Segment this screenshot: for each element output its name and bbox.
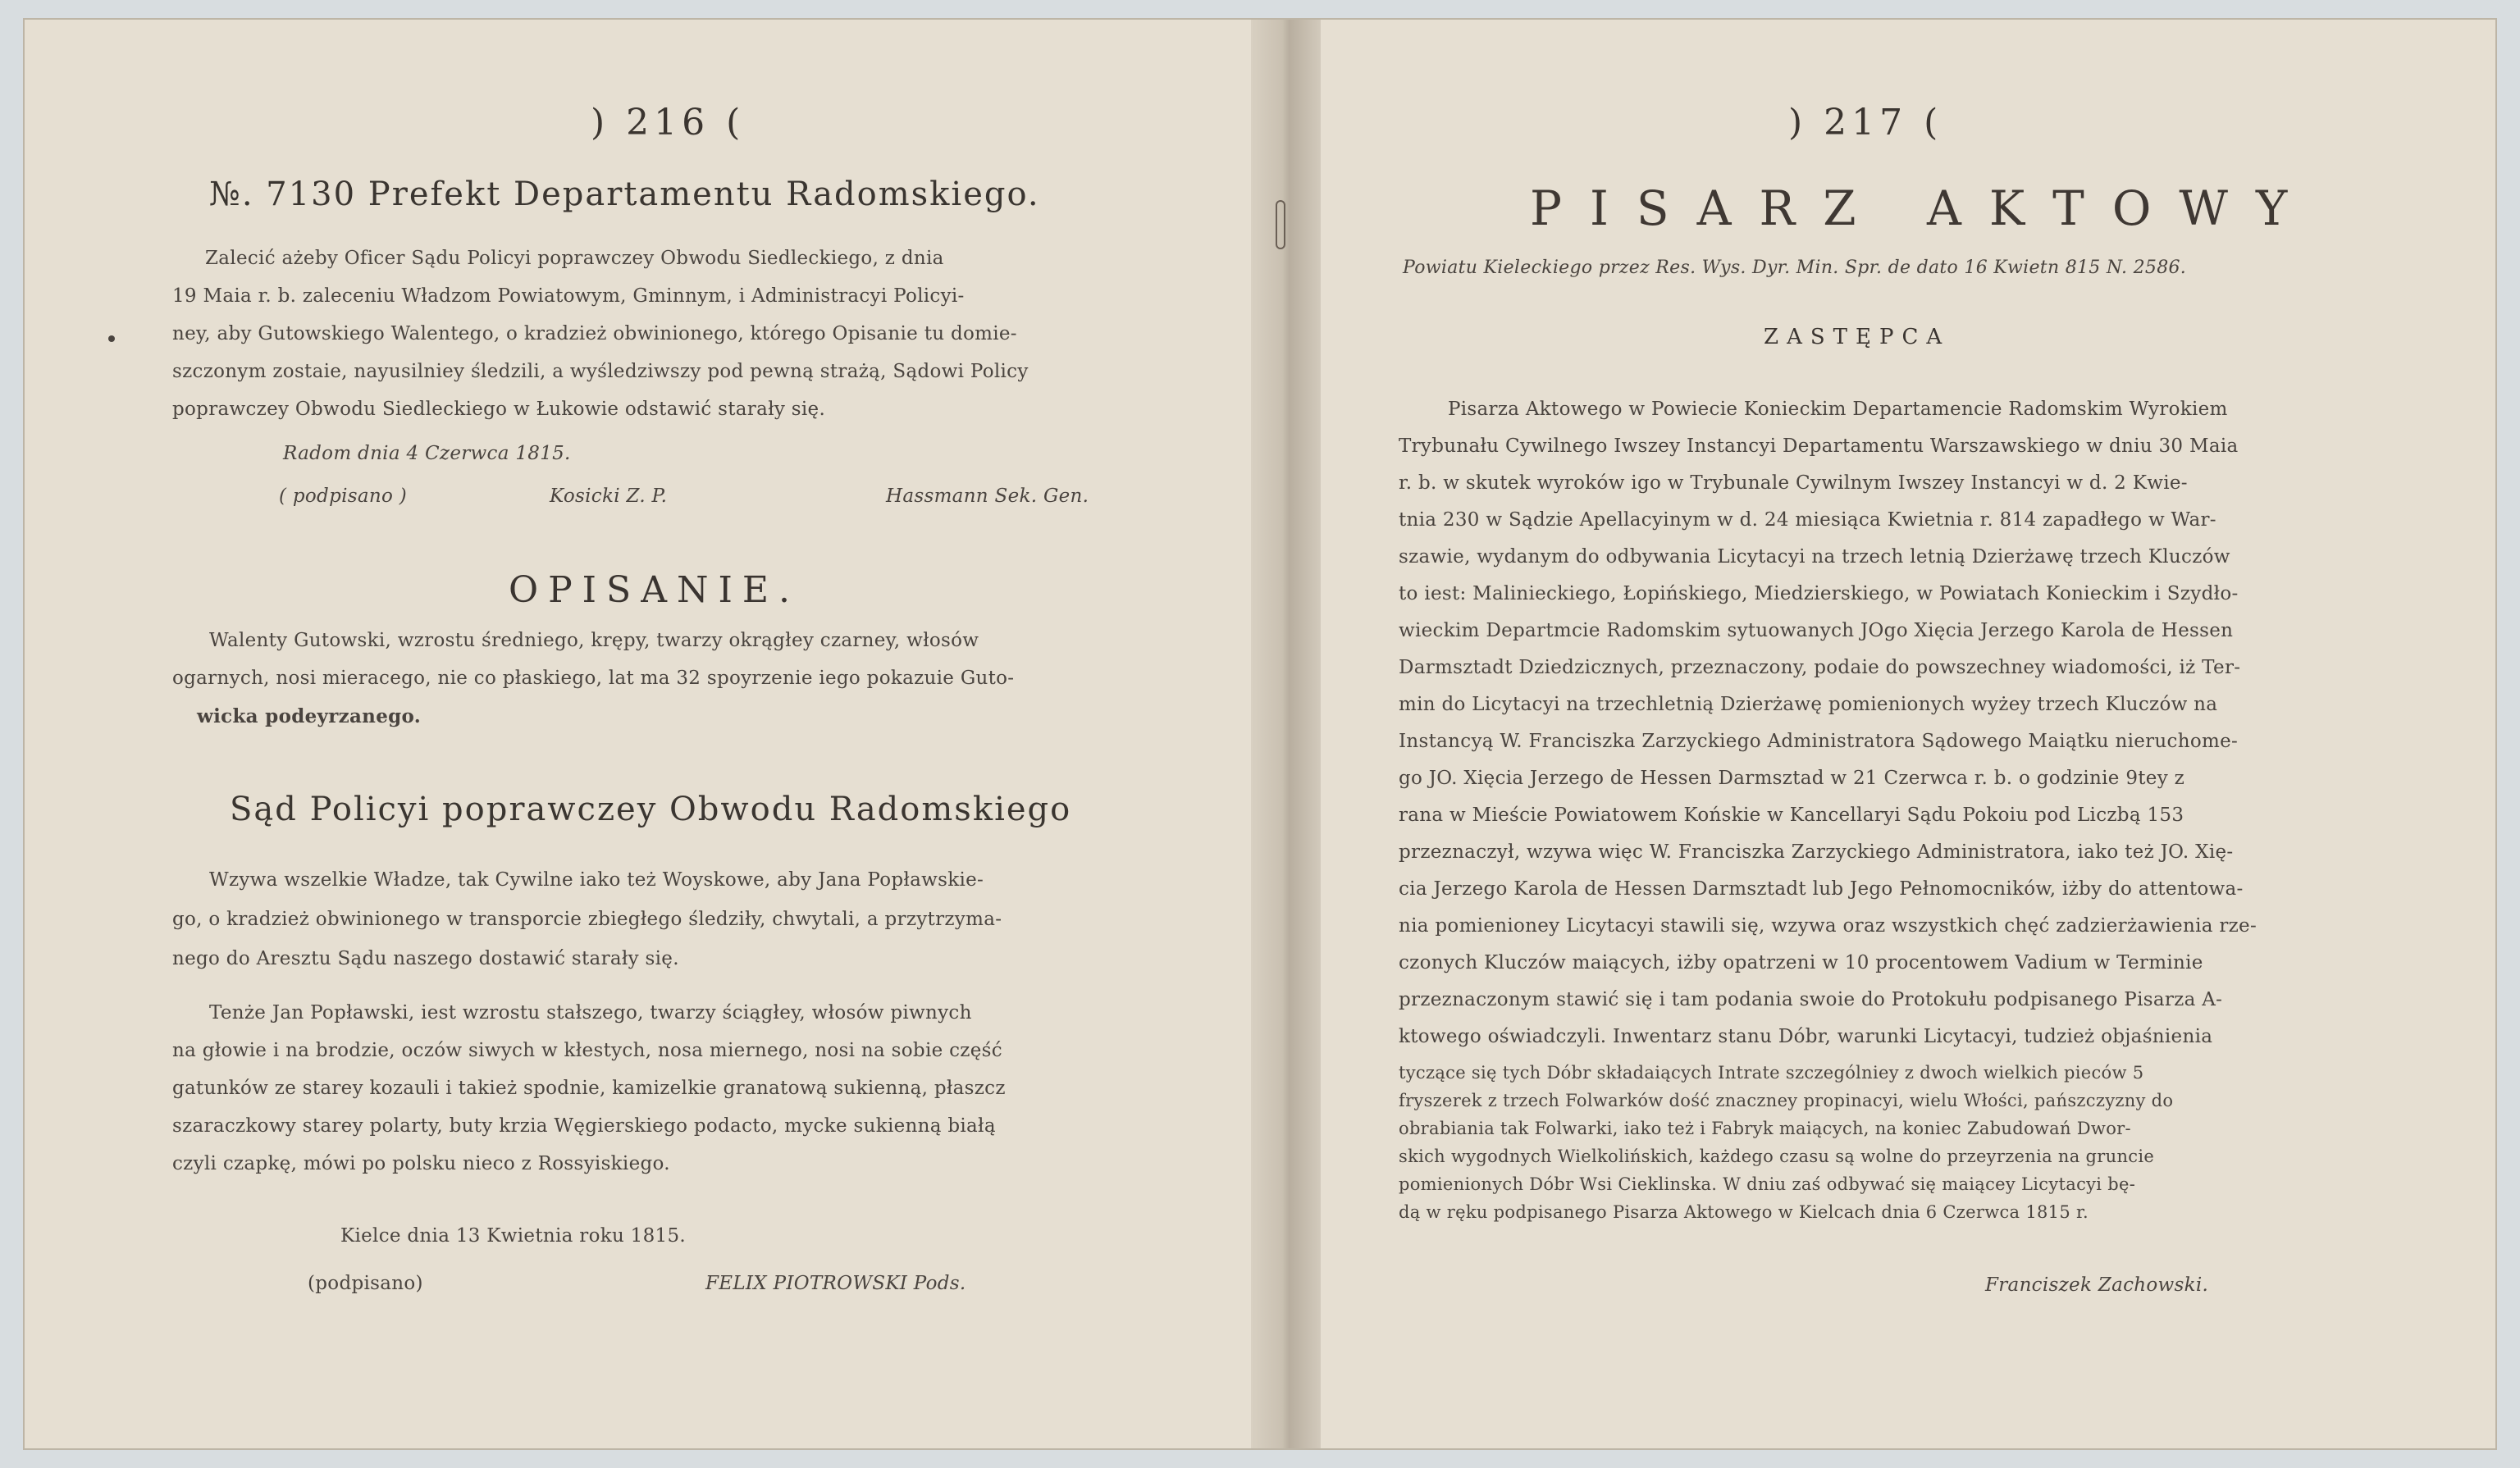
prefect-header: №. 7130 Prefekt Departamentu Radomskiego.: [209, 176, 1040, 213]
opisanie-title: OPISANIE.: [509, 569, 800, 611]
body-line: fryszerek z trzech Folwarków dość znaczney propinacyi, wielu Włości, pańszczyzny do: [1399, 1091, 2174, 1110]
signer-piotrowski: FELIX PIOTROWSKI Pods.: [705, 1273, 966, 1294]
body-line: Instancyą W. Franciszka Zarzyckiego Administratora Sądowego Maiątku nieruchome-: [1399, 731, 2239, 752]
body-line: Pisarza Aktowego w Powiecie Konieckim Departamencie Radomskim Wyrokiem: [1448, 399, 2228, 420]
body-line: pomienionych Dóbr Wsi Cieklinska. W dniu zaś odbywać się maiącey Licytacyi bę-: [1399, 1174, 2136, 1194]
book-gutter: [1251, 20, 1321, 1448]
body-line: Trybunału Cywilnego Iwszey Instancyi Departamentu Warszawskiego w dniu 30 Maia: [1399, 435, 2239, 457]
body-line: wieckim Departmcie Radomskim sytuowanych JOgo Xięcia Jerzego Karola de Hessen: [1399, 620, 2234, 641]
body-line: Darmsztadt Dziedzicznych, przeznaczony, podaie do powszechney wiadomości, iż Ter-: [1399, 657, 2241, 678]
body-line: ktowego oświadczyli. Inwentarz stanu Dóbr, warunki Licytacyi, tudzież objaśnienia: [1399, 1026, 2213, 1047]
left-page: [25, 20, 1251, 1448]
desc-line: Tenże Jan Popławski, iest wzrostu stałszego, twarzy ściągłey, włosów piwnych: [209, 1002, 972, 1023]
signer-kosicki: Kosicki Z. P.: [550, 486, 668, 507]
date-line: Radom dnia 4 Czerwca 1815.: [283, 443, 571, 464]
page-number-right: ) 217 (: [1788, 102, 1943, 144]
opisanie-line: ogarnych, nosi mieracego, nie co płaskiego, lat ma 32 spoyrzenie iego pokazuie Guto-: [172, 668, 1015, 689]
court-title: Sąd Policyi poprawczey Obwodu Radomskiego: [230, 791, 1072, 828]
signer-hassmann: Hassmann Sek. Gen.: [886, 486, 1089, 507]
notice-line: Zalecić ażeby Oficer Sądu Policyi poprawczey Obwodu Siedleckiego, z dnia: [205, 248, 944, 269]
desc-line: gatunków ze starey kozauli i takież spodnie, kamizelkie granatową sukienną, płaszcz: [172, 1078, 1006, 1099]
body-line: czonych Kluczów maiących, iżby opatrzeni w 10 procentowem Vadium w Terminie: [1399, 952, 2203, 973]
body-line: r. b. w skutek wyroków igo w Trybunale Cywilnym Iwszey Instancyi w d. 2 Kwie-: [1399, 472, 2188, 494]
body-line: cia Jerzego Karola de Hessen Darmsztadt lub Jego Pełnomocników, iżby do attentowa-: [1399, 878, 2244, 900]
signature: Franciszek Zachowski.: [1985, 1274, 2209, 1296]
court-line: go, o kradzież obwinionego w transporcie zbiegłego śledziły, chwytali, a przytrzyma-: [172, 909, 1002, 930]
body-line: tnia 230 w Sądzie Apellacyinym w d. 24 miesiąca Kwietnia r. 814 zapadłego w War-: [1399, 509, 2216, 531]
court-line: nego do Aresztu Sądu naszego dostawić starały się.: [172, 948, 679, 969]
notice-line: poprawczey Obwodu Siedleckiego w Łukowie odstawić starały się.: [172, 399, 826, 420]
right-page: [1321, 20, 2495, 1448]
binding-clip: [1276, 200, 1285, 249]
book-spread: [23, 18, 2497, 1450]
notice-line: 19 Maia r. b. zaleceniu Władzom Powiatowym, Gminnym, i Administracyi Policyi-: [172, 285, 965, 307]
desc-line: czyli czapkę, mówi po polsku nieco z Rossyiskiego.: [172, 1153, 670, 1174]
signed-label: ( podpisano ): [279, 486, 408, 507]
body-line: to iest: Malinieckiego, Łopińskiego, Miedzierskiego, w Powiatach Konieckim i Szydło-: [1399, 583, 2239, 604]
desc-line: na głowie i na brodzie, oczów siwych w kłestych, nosa miernego, nosi na sobie część: [172, 1040, 1002, 1061]
opisanie-line: Walenty Gutowski, wzrostu średniego, krępy, twarzy okrągłey czarney, włosów: [209, 630, 979, 651]
signed-label-2: (podpisano): [308, 1273, 423, 1294]
body-line: przeznaczonym stawić się i tam podania swoie do Protokułu podpisanego Pisarza A-: [1399, 989, 2223, 1010]
court-line: Wzywa wszelkie Władze, tak Cywilne iako też Woyskowe, aby Jana Popławskie-: [209, 869, 984, 891]
body-line: min do Licytacyi na trzechletnią Dzierżawę pomienionych wyżey trzech Kluczów na: [1399, 694, 2218, 715]
notice-line: ney, aby Gutowskiego Walentego, o kradzież obwinionego, którego Opisanie tu domie-: [172, 323, 1017, 344]
body-line: nia pomienioney Licytacyi stawili się, wzywa oraz wszystkich chęć zadzierżawienia rze-: [1399, 915, 2258, 937]
body-line: dą w ręku podpisanego Pisarza Aktowego w Kielcach dnia 6 Czerwca 1815 r.: [1399, 1202, 2089, 1222]
body-line: szawie, wydanym do odbywania Licytacyi na trzech letnią Dzierżawę trzech Kluczów: [1399, 546, 2230, 568]
body-line: skich wygodnych Wielkolińskich, każdego czasu są wolne do przeyrzenia na gruncie: [1399, 1147, 2155, 1166]
body-line: tyczące się tych Dóbr składaiących Intrate szczególniey z dwoch wielkich pieców 5: [1399, 1063, 2144, 1083]
body-line: go JO. Xięcia Jerzego de Hessen Darmsztad w 21 Czerwca r. b. o godzinie 9tey z: [1399, 768, 2185, 789]
opisanie-line: wicka podeyrzanego.: [197, 705, 422, 727]
desc-line: szaraczkowy starey polarty, buty krzia Węgierskiego podacto, mycke sukienną białą: [172, 1115, 996, 1137]
place-date: Kielce dnia 13 Kwietnia roku 1815.: [340, 1225, 687, 1247]
pisarz-title: PISARZ AKTOWY: [1530, 180, 2316, 236]
body-line: rana w Mieście Powiatowem Końskie w Kancellaryi Sądu Pokoiu pod Liczbą 153: [1399, 805, 2184, 826]
body-line: przeznaczył, wzywa więc W. Franciszka Zarzyckiego Administratora, iako też JO. Xię-: [1399, 841, 2234, 863]
ink-dot: [108, 335, 115, 342]
page-number-left: ) 216 (: [591, 102, 746, 144]
pisarz-subtitle: Powiatu Kieleckiego przez Res. Wys. Dyr. Min. Spr. de dato 16 Kwietn 815 N. 2586.: [1403, 258, 2187, 278]
zastepca-title: ZASTĘPCA: [1764, 325, 1951, 349]
body-line: obrabiania tak Folwarki, iako też i Fabryk maiących, na koniec Zabudowań Dwor-: [1399, 1119, 2131, 1138]
notice-line: szczonym zostaie, nayusilniey śledzili, a wyśledziwszy pod pewną strażą, Sądowi Policy: [172, 361, 1029, 382]
